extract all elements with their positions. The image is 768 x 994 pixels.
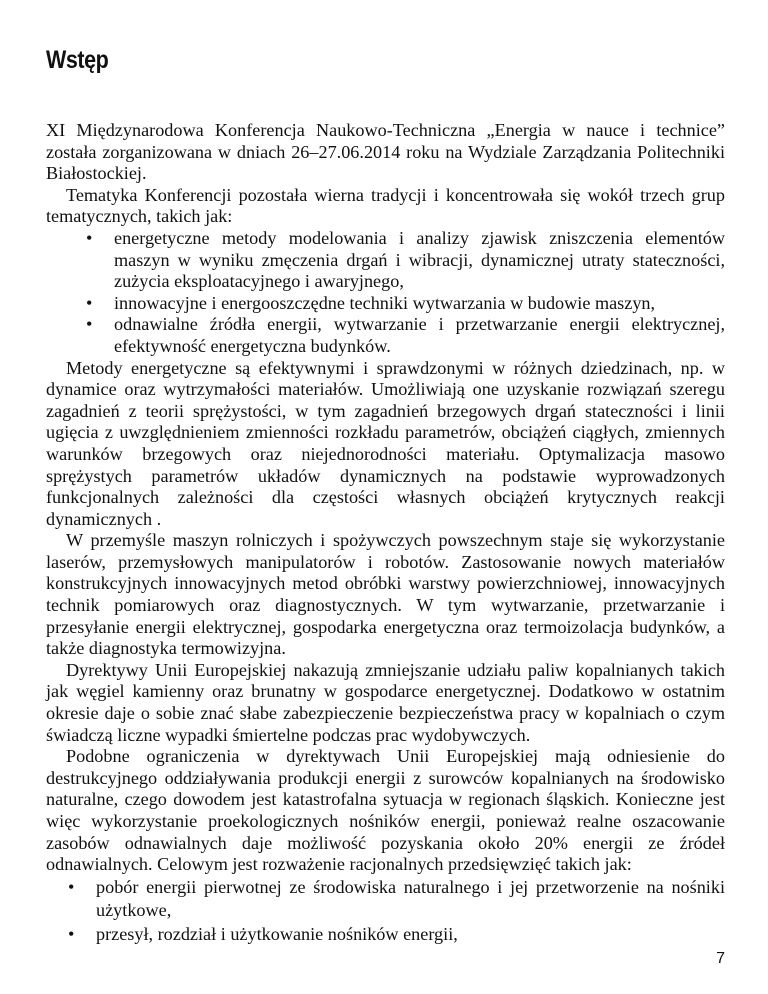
bullet-icon: • [86, 314, 93, 335]
list-item [68, 923, 725, 946]
list-item-text: odnawialne źródła energii, wytwarzanie i przetwarzanie energii elektrycznej, efektywność energetyczna budynków. [114, 314, 725, 356]
paragraph-intro: XI Międzynarodowa Konferencja Naukowo-Techniczna „Energia w nauce i technice” została zorganizowana w dniach 26–27.06.2014 roku na Wydziale Zarządzania Politechniki Białostockiej. [46, 120, 725, 184]
paragraph-industry: W przemyśle maszyn rolniczych i spożywczych powszechnym staje się wykorzystanie laserów, przemysłowych manipulatorów i robotów. Zastosowanie nowych materiałów konstrukcyjnych innowacyjnych metod obróbki warstwy powierzchniowej, innowacyjnych technik pomiarowych oraz diagnostycznych. W tym wytwarzanie, przetwarzanie i przesyłanie energii elektrycznej, gospodarka energetyczna oraz termoizolacja budynków, a także diagnostyka termowizyjna. [46, 530, 725, 659]
paragraph-topics: Tematyka Konferencji pozostała wierna tradycji i koncentrowała się wokół trzech grup tematycznych, takich jak: [46, 184, 725, 227]
paragraph-energy-methods: Metody energetyczne są efektywnymi i sprawdzonymi w różnych dziedzinach, np. w dynamice oraz wytrzymałości materiałów. Umożliwiają one uzyskanie rozwiązań szeregu zagadnień z teorii sprężystości, w tym zagadnień brzegowych drgań stateczności i linii ugięcia z uwzględnieniem zmienności rozkładu parametrów, obciążeń ciągłych, zmiennych warunków brzegowych oraz niejednorodności materiału. Optymalizacja masowo sprężystych parametrów układów dynamicznych na podstawie wyprowadzonych funkcjonalnych zależności dla częstości własnych obciążeń krytycznych reakcji dynamicznych . [46, 357, 725, 529]
bullet-icon: • [86, 227, 93, 248]
bullet-icon: • [86, 292, 93, 313]
list-item-text: energetyczne metody modelowania i analizy zjawisk zniszczenia elementów maszyn w wyniku zmęczenia drgań i wibracji, dynamicznej utraty stateczności, zużycia eksploatacyjnego i awaryjnego, [114, 227, 725, 292]
list-item [86, 314, 725, 357]
body-text [46, 120, 725, 947]
list-item-text: pobór energii pierwotnej ze środowiska naturalnego i jej przetworzenie na nośniki użytkowe, [96, 876, 725, 920]
list-item [86, 292, 725, 315]
bullet-icon: • [68, 923, 75, 944]
page-number: 7 [716, 950, 725, 967]
paragraph-eu-directives: Dyrektywy Unii Europejskiej nakazują zmniejszanie udziału paliw kopalnianych takich jak węgiel kamienny oraz brunatny w gospodarce energetycznej. Dodatkowo w ostatnim okresie daje o sobie znać słabe zabezpieczenie bezpieczeństwa pracy w kopalniach o czym świadczą liczne wypadki śmiertelne podczas prac wydobywczych. [46, 659, 725, 745]
paragraph-restrictions: Podobne ograniczenia w dyrektywach Unii Europejskiej mają odniesienie do destrukcyjnego oddziaływania produkcji energii z surowców kopalnianych na środowisko naturalne, czego dowodem jest katastrofalna sytuacja w regionach śląskich. Konieczne jest więc wykorzystanie proekologicznych nośników energii, ponieważ realne oszacowanie zasobów odnawialnych daje możliwość pozyskania około 20% energii ze źródeł odnawialnych. Celowym jest rozważenie racjonalnych przedsięwzięć takich jak: [46, 746, 725, 875]
list-item [86, 227, 725, 293]
list-item-text: przesył, rozdział i użytkowanie nośników energii, [96, 923, 458, 944]
measures-list [46, 876, 725, 946]
list-item [68, 876, 725, 922]
topics-list [46, 228, 725, 358]
page-title: Wstęp [46, 46, 109, 74]
document-page [46, 0, 725, 994]
list-item-text: innowacyjne i energooszczędne techniki wytwarzania w budowie maszyn, [114, 292, 656, 313]
bullet-icon: • [68, 876, 75, 897]
